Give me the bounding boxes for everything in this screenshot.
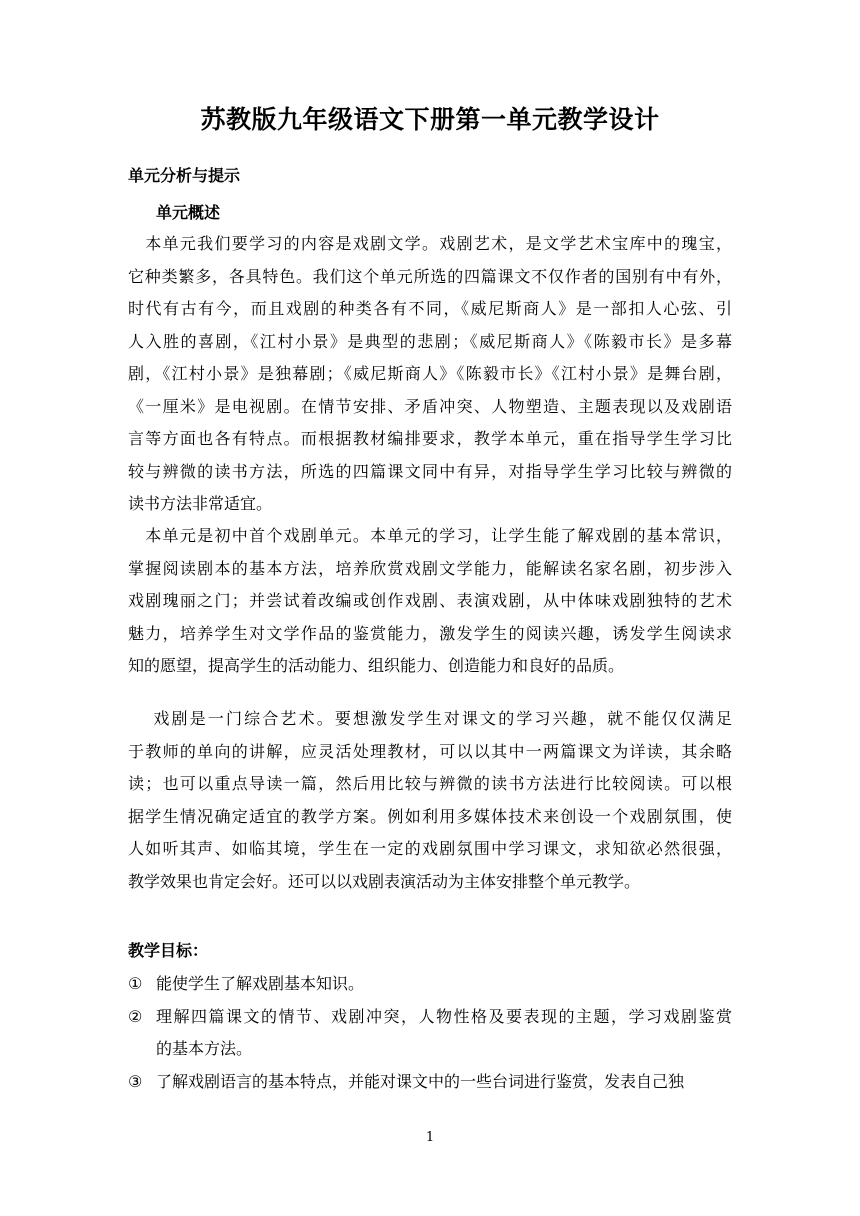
text-line: 戏剧是一门综合艺术。要想激发学生对课文的学习兴趣，就不能仅仅满足 [128,709,732,728]
document-title: 苏教版九年级语文下册第一单元教学设计 [200,105,660,134]
text-line: 教学效果也肯定会好。还可以以戏剧表演活动为主体安排整个单元教学。 [128,871,641,891]
goal-number: ② [128,1006,143,1026]
text-line: 知的愿望，提高学生的活动能力、组织能力、创造能力和良好的品质。 [128,656,625,675]
goal-number: ① [128,974,143,993]
text-line: 本单元是初中首个戏剧单元。本单元的学习，让学生能了解戏剧的基本常识， [128,526,732,545]
text-line: 较与辨微的读书方法，所选的四篇课文同中有异，对指导学生学习比较与辨微的 [128,461,732,481]
text-line: 戏剧瑰丽之门；并尝试着改编或创作戏剧、表演戏剧，从中体味戏剧独特的艺术 [128,591,732,610]
section-heading: 单元分析与提示 [128,166,241,185]
text-line: 据学生情况确定适宜的教学方案。例如利用多媒体技术来创设一个戏剧氛围，使 [128,806,732,826]
text-line: 掌握阅读剧本的基本方法，培养欣赏戏剧文学能力，能解读名家名剧，初步涉入 [128,558,732,578]
text-line: 本单元我们要学习的内容是戏剧文学。戏剧艺术，是文学艺术宝库中的瑰宝， [128,234,732,253]
goals-heading: 教学目标： [128,941,209,960]
text-line: 读；也可以重点导读一篇，然后用比较与辨微的读书方法进行比较阅读。可以根 [128,774,732,793]
text-line: 剧，《江村小景》是独幕剧；《威尼斯商人》《陈毅市长》《江村小景》是舞台剧， [128,364,732,383]
paragraph-overview [128,228,732,521]
goal-text-line: 能使学生了解戏剧基本知识。 [156,974,365,993]
page-number: 1 [425,1130,435,1145]
paragraph-unit-goals [128,520,732,683]
subsection-heading: 单元概述 [156,203,221,222]
goal-item [128,1066,732,1099]
goal-text-line: 理解四篇课文的情节、戏剧冲突，人物性格及要表现的主题，学习戏剧鉴赏 [156,1006,732,1026]
paragraph-teaching-advice [128,703,732,898]
goals-list [128,968,732,1098]
text-line: 人如听其声、如临其境，学生在一定的戏剧氛围中学习课文，求知欲必然很强， [128,839,732,858]
goal-item [128,968,732,1001]
text-line: 人入胜的喜剧，《江村小景》是典型的悲剧；《威尼斯商人》《陈毅市长》是多幕 [128,331,732,351]
text-line: 时代有古有今，而且戏剧的种类各有不同，《威尼斯商人》是一部扣人心弦、引 [128,299,732,318]
goal-text [156,1066,732,1099]
text-line: 于教师的单向的讲解，应灵活处理教材，可以以其中一两篇课文为详读，其余略 [128,741,732,761]
goal-text-line: 的基本方法。 [156,1039,253,1058]
text-line: 《一厘米》是电视剧。在情节安排、矛盾冲突、人物塑造、主题表现以及戏剧语 [128,396,732,416]
goal-text [156,1001,732,1066]
text-line: 魅力，培养学生对文学作品的鉴赏能力，激发学生的阅读兴趣，诱发学生阅读求 [128,623,732,643]
text-line: 读书方法非常适宜。 [128,494,273,513]
goal-item [128,1001,732,1066]
text-line: 言等方面也各有特点。而根据教材编排要求，教学本单元，重在指导学生学习比 [128,429,732,448]
text-line: 它种类繁多，各具特色。我们这个单元所选的四篇课文不仅作者的国别有中有外， [128,266,732,286]
goal-text [156,968,732,1001]
goal-number: ③ [128,1071,143,1091]
goal-text-line: 了解戏剧语言的基本特点，并能对课文中的一些台词进行鉴赏，发表自己独 [156,1071,685,1091]
